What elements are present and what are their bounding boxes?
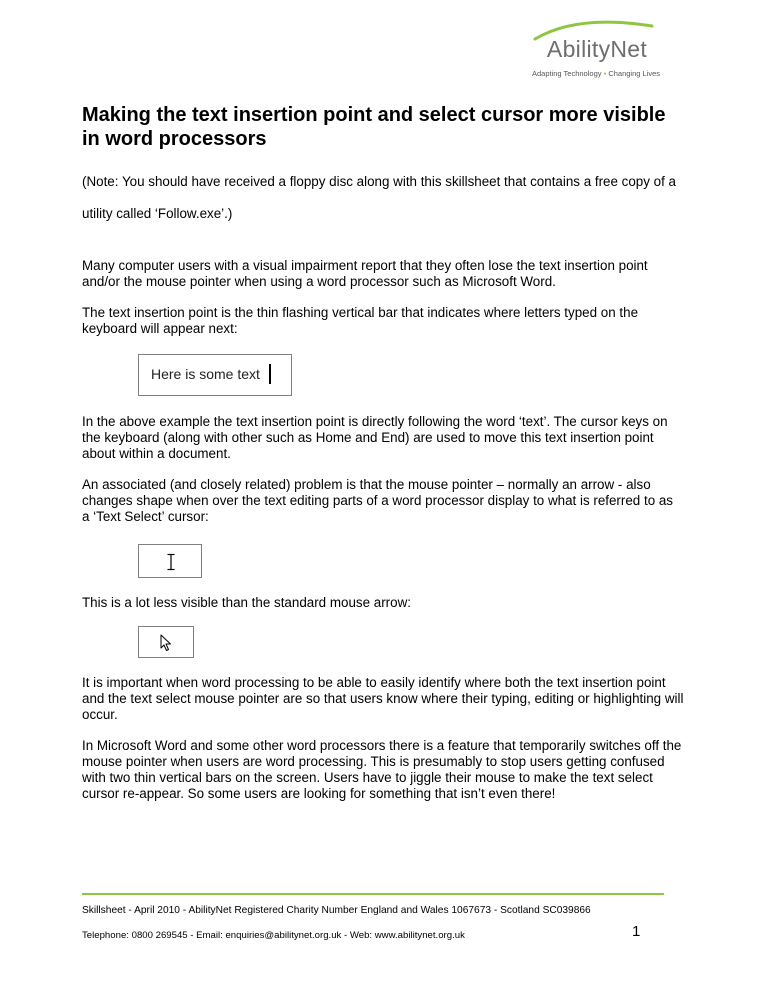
logo-tagline <box>494 69 698 78</box>
text-caret-icon <box>269 364 271 384</box>
text-insertion-example <box>138 354 292 396</box>
tagline-part-2: Changing Lives <box>608 69 661 78</box>
text-select-ibeam-icon <box>166 553 176 571</box>
tagline-part-1: Adapting Technology <box>531 69 602 78</box>
page-title: Making the text insertion point and select cursor more visible in word processors <box>82 104 666 150</box>
mouse-arrow-icon <box>160 634 172 652</box>
document-body <box>82 103 684 802</box>
footer-charity-info: Skillsheet - April 2010 - AbilityNet Registered Charity Number England and Wales 1067673 - Scotland SC039866 <box>82 905 591 916</box>
note-paragraph: (Note: You should have received a floppy disc along with this skillsheet that contains a free copy of a utility called ‘Follow.exe’.) <box>82 174 677 221</box>
paragraph-mouse-pointer: An associated (and closely related) problem is that the mouse pointer – normally an arrow - also changes shape when over the text editing parts of a word processor display to what is referred to as a ‘Text Select’ cursor: <box>82 477 673 524</box>
footer-divider <box>82 893 664 895</box>
tagline-separator: • <box>603 69 607 78</box>
abilitynet-logo <box>502 12 702 78</box>
logo-name: AbilityNet <box>546 36 648 62</box>
paragraph-less-visible: This is a lot less visible than the standard mouse arrow: <box>82 595 411 610</box>
paragraph-microsoft-word: In Microsoft Word and some other word processors there is a feature that temporarily switches off the mouse pointer when users are word processing. This is presumably to stop users getting confused with two thin vertical bars on the screen. Users have to jiggle their mouse to make the text select cursor re-appear. So some users are looking for something that isn’t even there! <box>82 738 682 801</box>
paragraph-insertion-point: The text insertion point is the thin flashing vertical bar that indicates where letters typed on the keyboard will appear next: <box>82 305 639 336</box>
paragraph-visual-impairment: Many computer users with a visual impairment report that they often lose the text insertion point and/or the mouse pointer when using a word processor such as Microsoft Word. <box>82 258 648 289</box>
paragraph-cursor-keys: In the above example the text insertion point is directly following the word ‘text’. The cursor keys on the keyboard (along with other such as Home and End) are used to move this text insertion point about within a document. <box>82 414 668 461</box>
mouse-arrow-example <box>138 626 194 658</box>
page-number: 1 <box>632 923 641 940</box>
paragraph-importance: It is important when word processing to be able to easily identify where both the text insertion point and the text select mouse pointer are so that users know where their typing, editing or highlighting will occur. <box>82 675 684 722</box>
text-select-cursor-example <box>138 544 202 578</box>
footer-contact-info: Telephone: 0800 269545 - Email: enquiries@abilitynet.org.uk - Web: www.abilitynet.org.uk <box>82 930 465 941</box>
example-text: Here is some text <box>151 366 260 382</box>
